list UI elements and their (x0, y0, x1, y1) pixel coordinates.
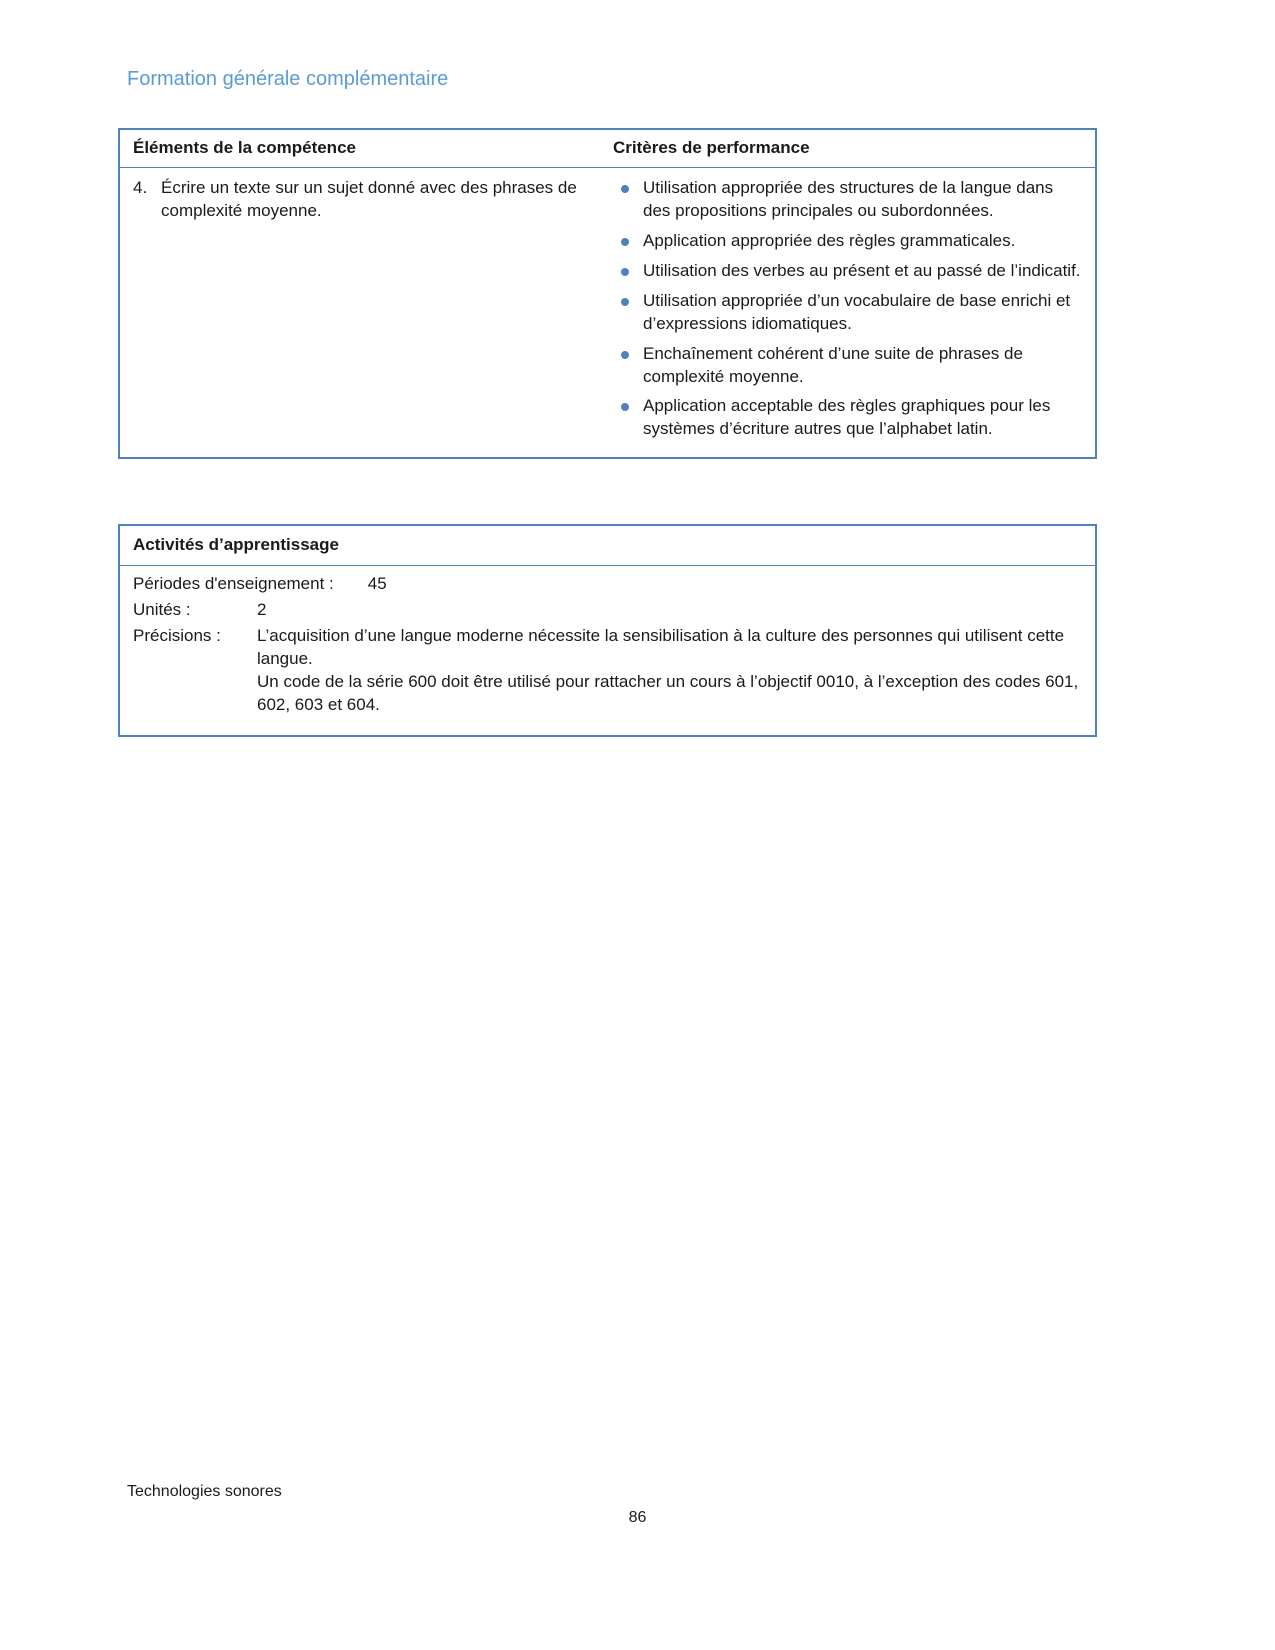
column-header-elements: Éléments de la compétence (133, 138, 356, 157)
criterion-text: Application acceptable des règles graphiques pour les systèmes d’écriture autres que l’alphabet latin. (643, 396, 1051, 439)
criterion-text: Utilisation appropriée des structures de la langue dans des propositions principales ou subordonnées. (643, 177, 1054, 220)
criterion-text: Utilisation des verbes au présent et au passé de l’indicatif. (643, 260, 1081, 280)
competence-table (118, 128, 1097, 459)
criterion-text: Utilisation appropriée d’un vocabulaire de base enrichi et d’expressions idiomatiques. (643, 290, 1071, 333)
criterion-item (613, 260, 1082, 283)
precisions-value (257, 625, 1082, 717)
bullet-icon (621, 298, 629, 306)
footer-program-title: Technologies sonores (127, 1483, 282, 1500)
periodes-row (133, 573, 1082, 596)
precisions-row (133, 625, 1082, 717)
bullet-icon (621, 403, 629, 411)
criteres-cell (613, 177, 1082, 441)
element-item (133, 177, 593, 223)
precisions-label: Précisions : (133, 625, 221, 645)
page-number: 86 (628, 1509, 647, 1526)
criterion-item (613, 230, 1082, 253)
element-text: Écrire un texte sur un sujet donné avec des phrases de complexité moyenne. (161, 177, 577, 220)
competence-table-header-row (120, 130, 1095, 168)
bullet-icon (621, 185, 629, 193)
precisions-paragraph: L’acquisition d’une langue moderne nécessite la sensibilisation à la culture des personnes qui utilisent cette langue. (257, 625, 1065, 668)
activities-body (120, 566, 1095, 735)
periodes-value: 45 (367, 573, 387, 593)
activities-box (118, 524, 1097, 737)
unites-value: 2 (257, 599, 267, 619)
page-header-title: Formation générale complémentaire (127, 68, 449, 90)
criteria-list (613, 177, 1082, 441)
criterion-item (613, 177, 1082, 223)
criterion-text: Application appropriée des règles grammaticales. (643, 230, 1016, 250)
criterion-text: Enchaînement cohérent d’une suite de phrases de complexité moyenne. (643, 343, 1023, 386)
bullet-icon (621, 238, 629, 246)
criterion-item (613, 290, 1082, 336)
unites-label: Unités : (133, 599, 191, 619)
activities-title: Activités d’apprentissage (120, 526, 1095, 566)
bullet-icon (621, 351, 629, 359)
criterion-item (613, 395, 1082, 441)
elements-cell (133, 177, 613, 441)
bullet-icon (621, 268, 629, 276)
column-header-criteres: Critères de performance (613, 138, 810, 157)
precisions-paragraph: Un code de la série 600 doit être utilisé pour rattacher un cours à l’objectif 0010, à l’exception des codes 601, 602, 603 et 604. (257, 671, 1079, 714)
competence-table-body-row (120, 168, 1095, 457)
periodes-label: Périodes d'enseignement : (133, 573, 334, 593)
criterion-item (613, 343, 1082, 389)
unites-row (133, 599, 1082, 622)
element-number: 4. (133, 177, 148, 197)
